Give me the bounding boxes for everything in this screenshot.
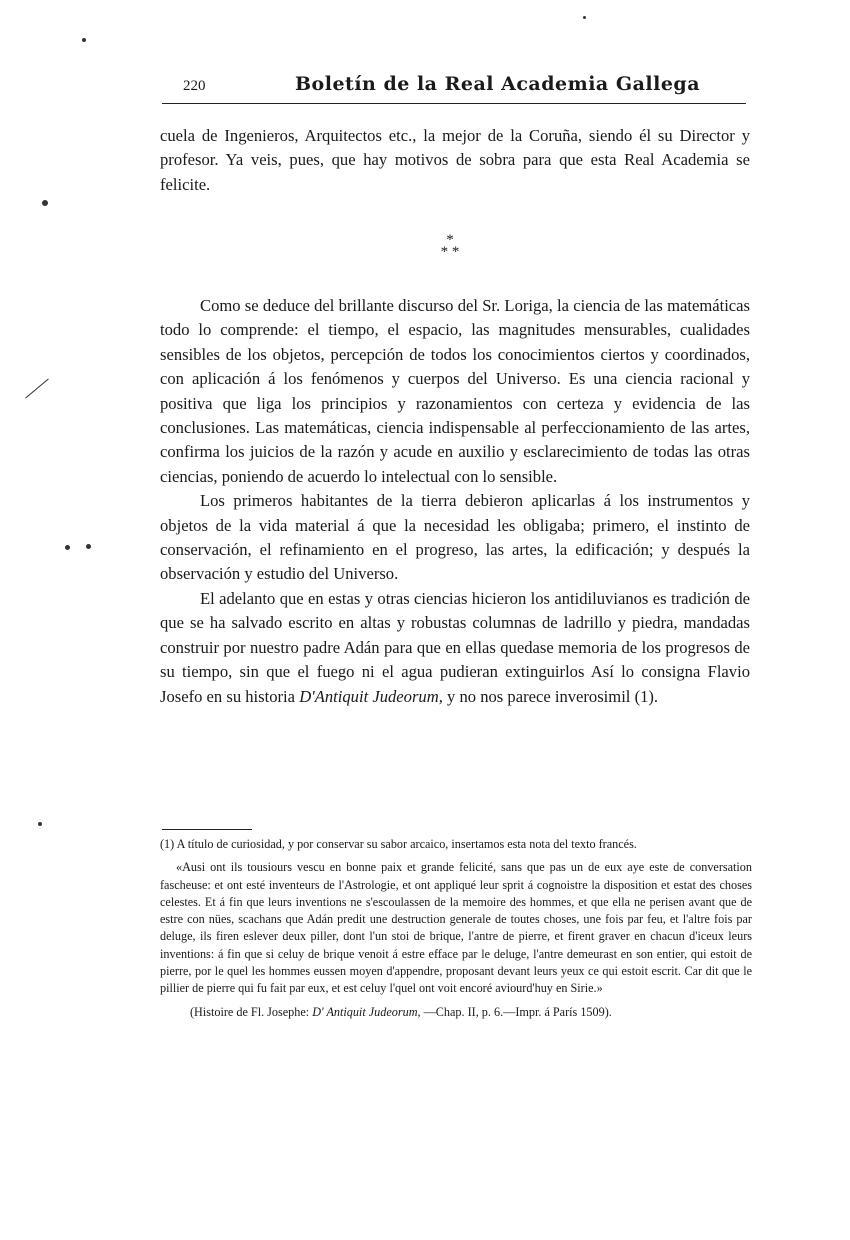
footnote-quote: «Ausi ont ils tousiours vescu en bonne paix et grande felicité, sans que pas un de eux aye este de conversation fascheuse: et ont esté inventeurs de l'Astrologie, et ont appliqué leur sprit á cognoistre la disposition et estat des choses celestes. Et á fin que leurs inventions ne s'escoulassen de la memoire des hommes, et que ella ne perisen avant que de estre con nües, scachans que Adán predit une destruction generale de toutes choses, une fois par feu, et l'altre fois par deluge, ils firen eslever deux piller, dont l'un stoi de brique, l'antre de pierre, et firent graver en chacun d'iceux leurs inventions: á fin que si celuy de brique venoit á estre efface par le deluge, l'antre demeurast en son entier, qui estoit de pierre, por le quel les hommes eussen moyen d'appendre, proposant devant leurs yeux ce qui estoit escrit. Car dit que le pillier de pierre qui fu fait par eux, et est celuy l'quel ont voit encoré aviourd'huy en Sirie.» [160, 860, 752, 996]
page-number: 220 [183, 78, 206, 94]
scan-mark [25, 378, 49, 398]
footnote-citation [160, 1004, 752, 1021]
paragraph-2: Los primeros habitantes de la tierra debieron aplicarlas á los instrumentos y objetos de la vida material á que la necesidad les obligaba; primero, el instinto de conservación, el refinamiento en el progreso, las artes, la edificación; y después la observación y estudio del Universo. [160, 491, 750, 584]
top-paragraph: cuela de Ingenieros, Arquitectos etc., la mejor de la Coruña, siendo él su Director y profesor. Ya veis, pues, que hay motivos de sobra para que esta Real Academia se felicite. [160, 126, 750, 194]
scan-speck [86, 544, 91, 549]
paragraph-3-text: El adelanto que en estas y otras ciencias hicieron los antidiluvianos es tradición de que se ha salvado escrito en altas y robustas columnas de ladrillo y piedra, mandadas construir por nuestro padre Adán para que en ellas quedase memoria de los progresos de su tiempo, sin que el fuego ni el agua pudieran extinguirlos Así lo consigna Flavio Josefo en su historia [160, 588, 750, 706]
header-rule [162, 103, 746, 104]
scan-speck [82, 38, 86, 42]
citation-end: —Chap. II, p. 6.—Impr. á París 1509). [423, 1004, 612, 1019]
scan-speck [42, 200, 48, 206]
scan-speck [65, 545, 70, 550]
asterism-top: * [446, 232, 454, 248]
footnotes [160, 836, 752, 1027]
citation-title: D' Antiquit Judeorum, [312, 1004, 421, 1019]
scan-speck [38, 822, 42, 826]
scan-speck [583, 16, 586, 19]
asterism-bottom: * * [440, 244, 460, 260]
citation-start: (Histoire de Fl. Josephe: [190, 1004, 310, 1019]
paragraph-1: Como se deduce del brillante discurso del Sr. Loriga, la ciencia de las matemáticas todo lo comprende: el tiempo, el espacio, las magnitudes mensurables, cualidades sensibles de los objetos, percepción de todos los conocimientos ciertos y coordinados, con aplicación á los fenómenos y cuerpos del Universo. Es una ciencia racional y positiva que liga los principios y razonamientos con certeza y evidencia de las conclusiones. Las matemáticas, ciencia indispensable al perfeccionamiento de las artes, confirma los juicios de la razón y acude en auxilio y esclarecimiento de todas las otras ciencias, poniendo de acuerdo lo intelectual con lo sensible. [160, 296, 750, 486]
top-paragraph-block [160, 124, 750, 197]
book-title: D'Antiquit Judeorum, [299, 686, 443, 706]
main-text [160, 294, 750, 709]
footnote-intro: (1) A título de curiosidad, y por conservar su sabor arcaico, insertamos esta nota del texto francés. [160, 837, 637, 851]
footnote-rule [162, 829, 252, 830]
asterism [425, 234, 475, 258]
paragraph-3 [160, 587, 750, 709]
paragraph-3-end: y no nos parece inverosimil (1). [447, 686, 659, 706]
running-title: Boletín de la Real Academia Gallega [295, 73, 701, 95]
